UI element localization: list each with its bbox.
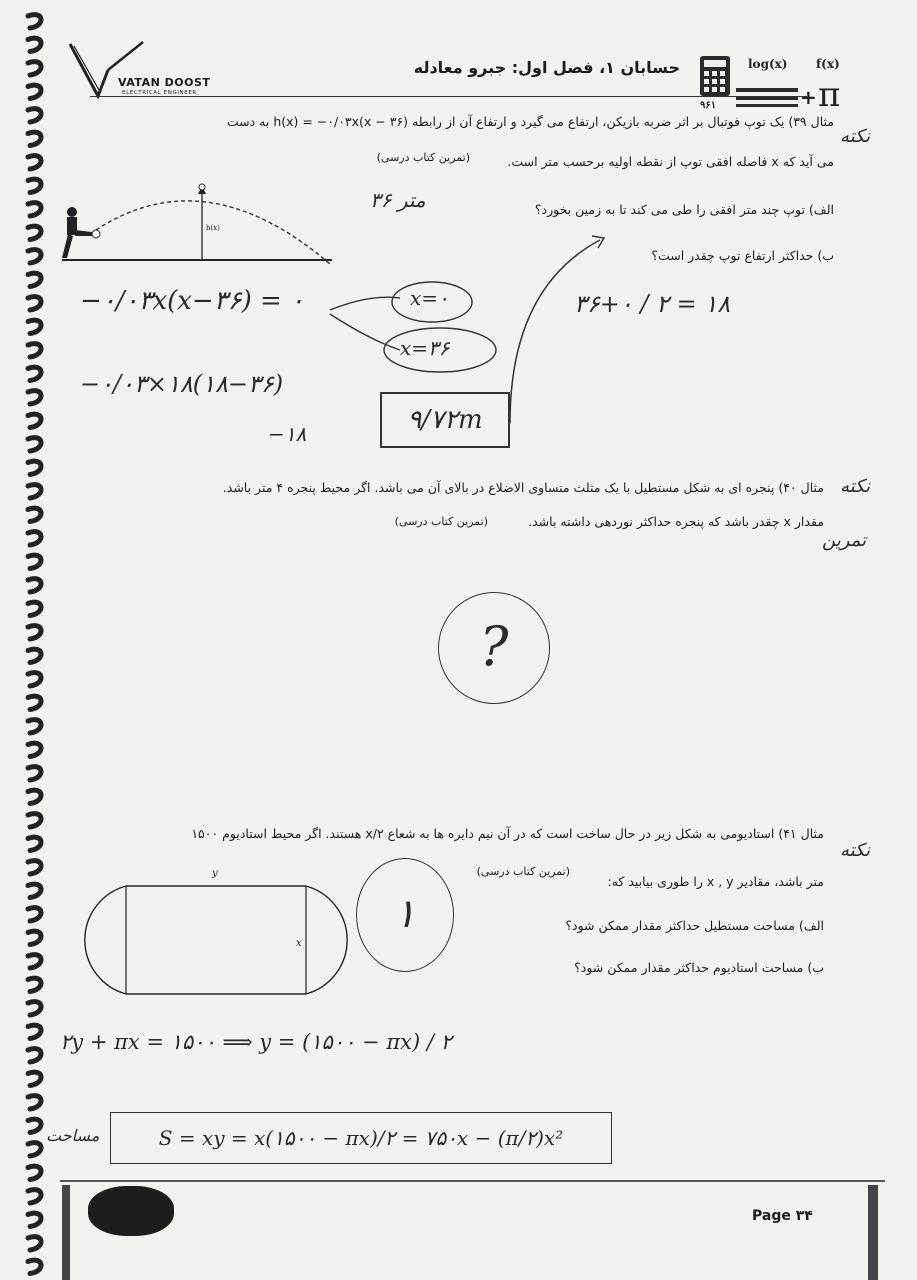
- spiral-ring: [28, 1143, 41, 1156]
- spiral-ring: [28, 15, 41, 28]
- spiral-ring: [28, 1025, 41, 1038]
- spiral-ring: [28, 250, 41, 263]
- spiral-ring: [28, 673, 41, 686]
- example-41-side-note: نکته: [840, 840, 871, 861]
- svg-text:+: +: [800, 85, 817, 109]
- spiral-ring: [28, 1190, 41, 1203]
- page-number: Page ۳۴: [752, 1208, 813, 1224]
- spiral-ring: [28, 297, 41, 310]
- spiral-ring: [28, 649, 41, 662]
- spiral-ring: [28, 955, 41, 968]
- spiral-ring: [28, 908, 41, 921]
- spiral-ring: [28, 1049, 41, 1062]
- hw-root-2: x=۳۶: [400, 336, 450, 360]
- spiral-ring: [28, 720, 41, 733]
- spiral-ring: [28, 485, 41, 498]
- stadium-label-y: y: [212, 868, 218, 879]
- log-label: log(x): [748, 57, 788, 71]
- hw-stadium-equation-2: S = xy = x(۱۵۰۰ − πx)/۲ = ۷۵۰x − (π/۲)x²: [110, 1112, 612, 1164]
- example-39-line-1: مثال ۳۹) یک توپ فوتبال بر اثر ضربه بازیکن، ارتفاع می گیرد و ارتفاع آن از رابطه h(x) = −۰/۰۳x(x − ۳۶) به دست: [226, 114, 834, 129]
- spiral-ring: [28, 62, 41, 75]
- hw-equation-2-sub: −۱۸: [268, 422, 307, 446]
- hw-answer-a: ۳۶ متر: [370, 188, 426, 212]
- stadium-diagram: [72, 866, 362, 1000]
- spiral-ring: [28, 85, 41, 98]
- header-rule: [90, 96, 807, 97]
- spiral-ring: [28, 978, 41, 991]
- example-41-question-b: ب) مساحت استادیوم حداکثر مقدار ممکن شود؟: [574, 960, 824, 975]
- spiral-ring: [28, 696, 41, 709]
- header-math-decoration: [696, 52, 856, 110]
- hw-long-arrow: [500, 228, 610, 428]
- example-39-tag: (تمرین کتاب درسی): [376, 151, 470, 164]
- example-40-tag: (تمرین کتاب درسی): [394, 515, 488, 528]
- example-40-line-1: مثال ۴۰) پنجره ای به شکل مستطیل با یک مثلث متساوی الاضلاع در بالای آن می باشد. اگر محیط پنجره ۴ متر باشد.: [222, 480, 824, 495]
- spiral-ring: [28, 414, 41, 427]
- footer-right-bar: [868, 1185, 878, 1280]
- example-39-question-b: ب) حداکثر ارتفاع توپ چقدر است؟: [651, 248, 834, 263]
- spiral-ring: [28, 532, 41, 545]
- spiral-ring: [28, 743, 41, 756]
- calc-label: ۹۶۱: [700, 100, 717, 110]
- spiral-ring: [28, 1213, 41, 1226]
- spiral-ring: [28, 884, 41, 897]
- hw-root-1: x=۰: [410, 286, 449, 310]
- hw-equation-2: −۰/۰۳×۱۸(۱۸−۳۶): [80, 370, 284, 398]
- brand-subtitle: ELECTRICAL ENGINEER: [122, 90, 197, 96]
- spiral-ring: [28, 931, 41, 944]
- spiral-ring: [28, 132, 41, 145]
- spiral-ring: [28, 767, 41, 780]
- spiral-ring: [28, 109, 41, 122]
- brand-name: VATAN DOOST: [118, 76, 211, 89]
- hw-stadium-equation-1: ۲y + πx = ۱۵۰۰ ⟹ y = (۱۵۰۰ − πx) / ۲: [60, 1030, 452, 1054]
- example-41-line-2: متر باشد، مقادیر x , y را طوری بیابید که:: [607, 874, 824, 889]
- fx-label: f(x): [816, 57, 840, 71]
- football-trajectory-diagram: [56, 178, 336, 270]
- spiral-ring: [28, 203, 41, 216]
- spiral-ring: [28, 508, 41, 521]
- example-40-side-note: نکته: [840, 476, 871, 497]
- spiral-ring: [28, 602, 41, 615]
- hw-final-answer-box: ۹/۷۲m: [380, 392, 510, 448]
- signature-stamp: [88, 1186, 174, 1236]
- spiral-ring: [28, 626, 41, 639]
- hw-equation-1: −۰/۰۳x(x−۳۶) = ۰: [80, 286, 305, 316]
- spiral-ring: [28, 837, 41, 850]
- spiral-ring: [28, 861, 41, 874]
- spiral-ring: [28, 179, 41, 192]
- svg-text:π: π: [818, 75, 841, 110]
- example-39-question-a: الف) توپ چند متر افقی را طی می کند تا به زمین بخورد؟: [534, 202, 834, 217]
- example-40-side-note-2: تمرین: [822, 530, 867, 551]
- example-39-line-2: می آید که x فاصله افقی توپ از نقطه اولیه برحسب متر است.: [507, 154, 834, 169]
- spiral-ring: [28, 1096, 41, 1109]
- spiral-ring: [28, 1166, 41, 1179]
- chapter-title: حسابان ۱، فصل اول: جبرو معادله: [413, 58, 680, 77]
- spiral-ring: [28, 1260, 41, 1273]
- example-41-tag: (تمرین کتاب درسی): [476, 865, 570, 878]
- spiral-ring: [28, 344, 41, 357]
- spiral-ring: [28, 461, 41, 474]
- spiral-ring: [28, 579, 41, 592]
- spiral-ring: [28, 226, 41, 239]
- stadium-label-x: x: [296, 938, 302, 949]
- example-40-line-2: مقدار x چقدر باشد که پنجره حداکثر نوردهی داشته باشد.: [528, 514, 824, 529]
- hw-midpoint: ۳۶+۰ / ۲ = ۱۸: [574, 290, 731, 318]
- trajectory-height-label: h(x): [206, 224, 220, 232]
- hw-question-circle: ?: [438, 592, 550, 704]
- spiral-ring: [28, 1237, 41, 1250]
- spiral-ring: [28, 391, 41, 404]
- spiral-ring: [28, 790, 41, 803]
- example-41-line-1: مثال ۴۱) استادیومی به شکل زیر در حال ساخت است که در آن نیم دایره ها به شعاع x/۲ هستند. اگر محیط استادیوم ۱۵۰۰: [191, 826, 824, 841]
- spiral-ring: [28, 438, 41, 451]
- spiral-ring: [28, 367, 41, 380]
- spiral-ring: [28, 1119, 41, 1132]
- spiral-ring: [28, 38, 41, 51]
- spiral-ring: [28, 156, 41, 169]
- spiral-ring: [28, 1002, 41, 1015]
- spiral-ring: [28, 273, 41, 286]
- footer-rule: [60, 1180, 885, 1182]
- hw-circle-note: ۱: [356, 858, 454, 972]
- player-icon: [62, 207, 92, 258]
- example-39-side-note: نکته: [840, 126, 871, 147]
- example-41-question-a: الف) مساحت مستطیل حداکثر مقدار ممکن شود؟: [565, 918, 824, 933]
- spiral-ring: [28, 555, 41, 568]
- hw-stadium-side-word: مساحت: [46, 1126, 100, 1145]
- spiral-ring: [28, 320, 41, 333]
- spiral-ring: [28, 1072, 41, 1085]
- spiral-binding: [0, 0, 60, 1280]
- footer-left-bar: [62, 1185, 70, 1280]
- spiral-ring: [28, 814, 41, 827]
